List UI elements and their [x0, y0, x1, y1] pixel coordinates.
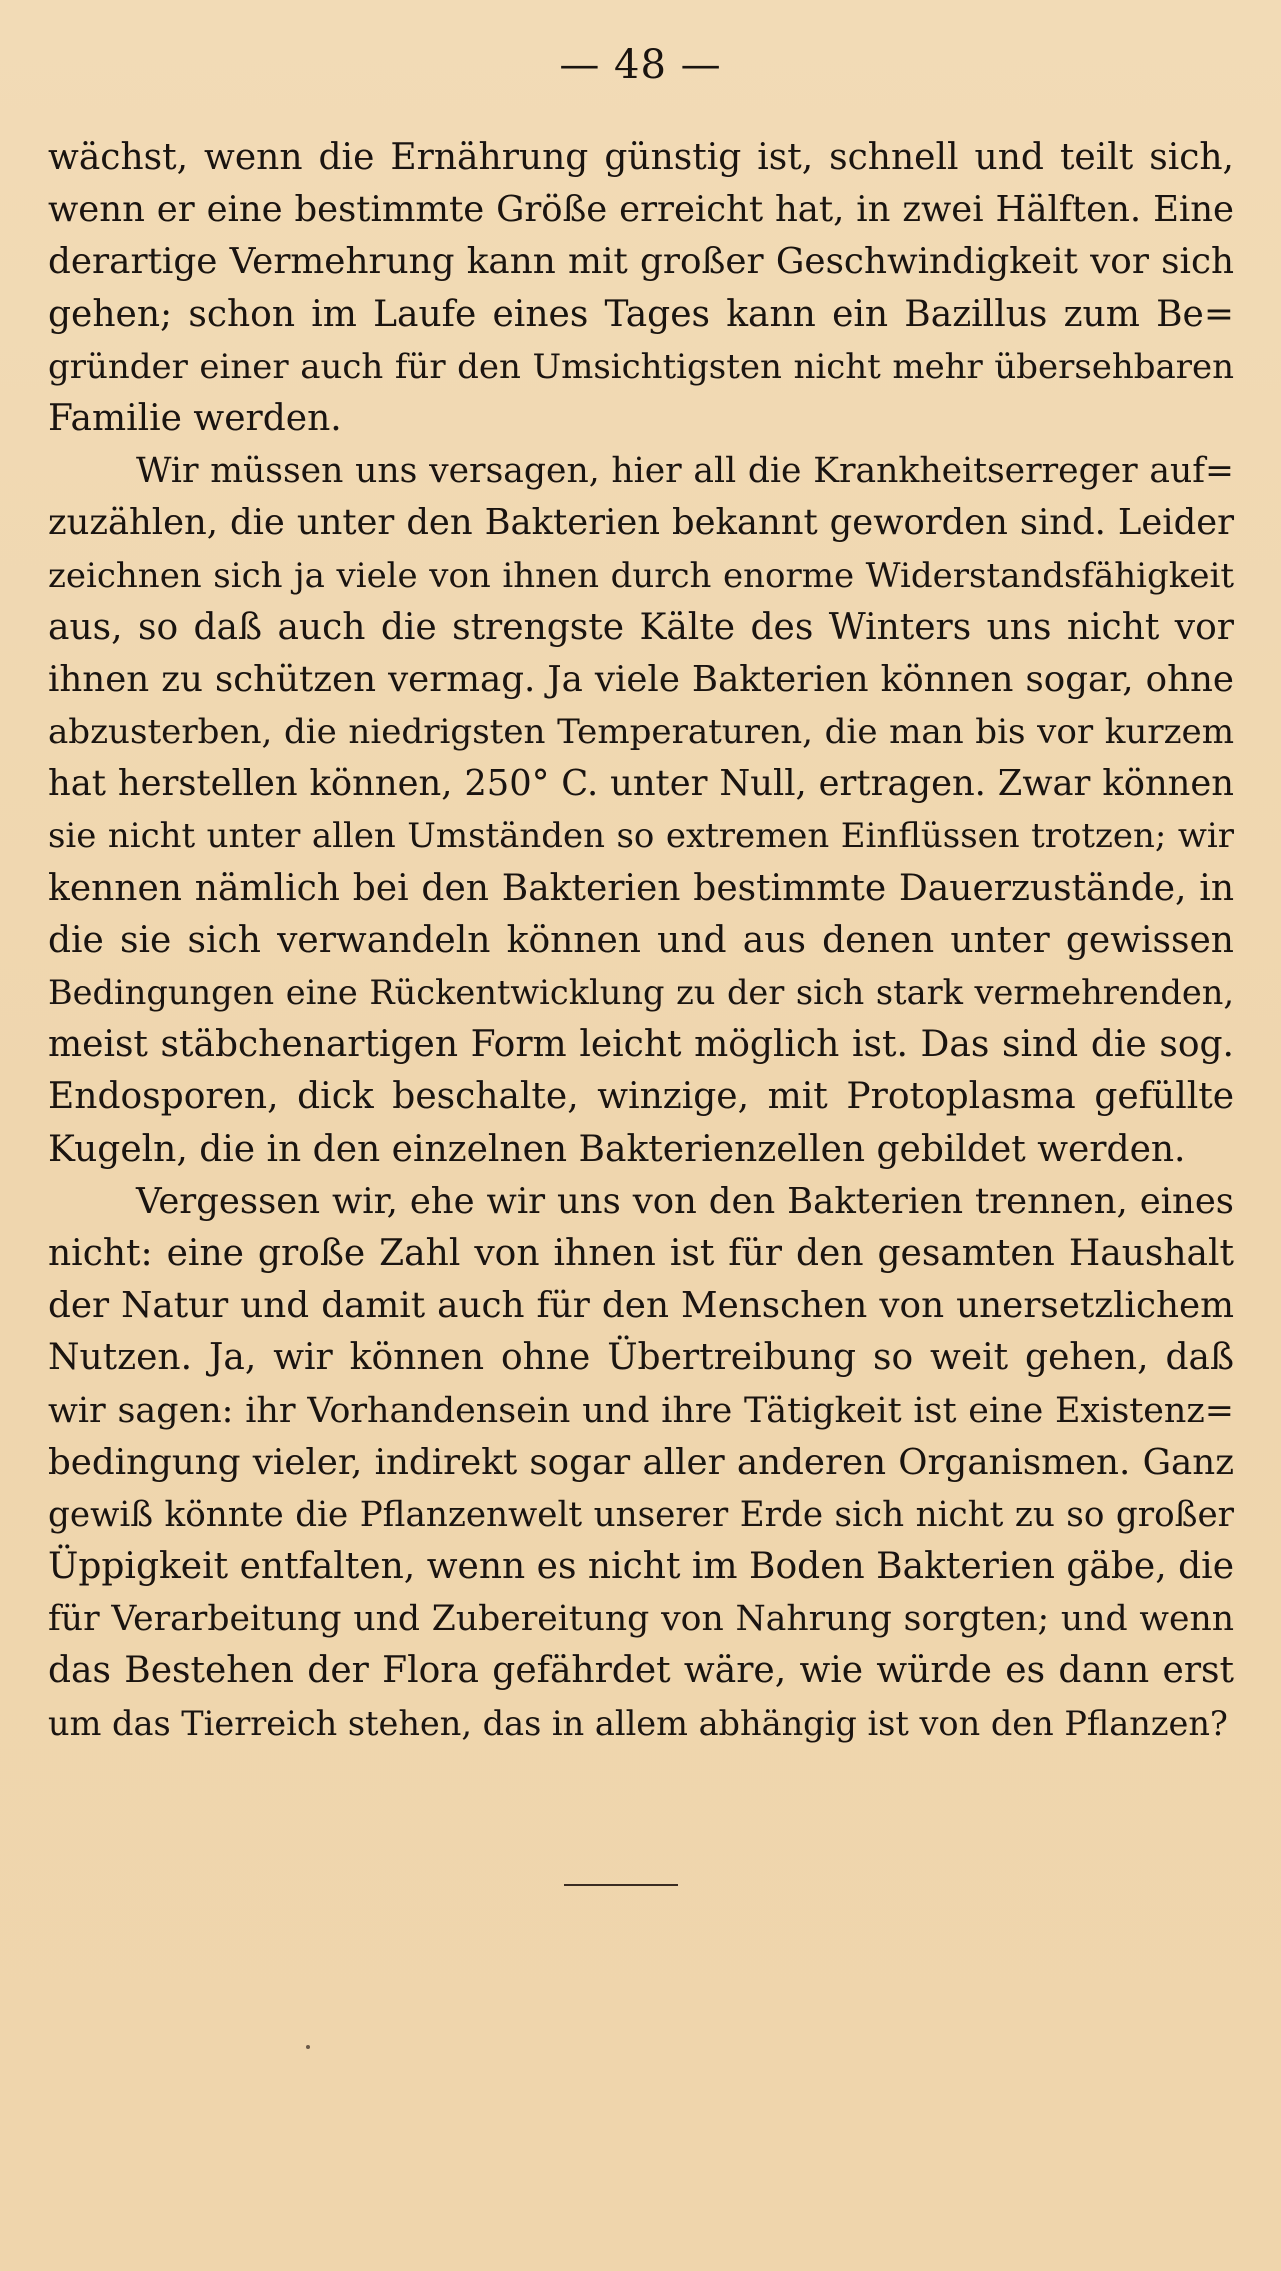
text-line: meist stäbchenartigen Form leicht möglich ist. Das sind die sog. [48, 1024, 1234, 1066]
text-line: derartige Vermehrung kann mit großer Geschwindigkeit vor sich [48, 241, 1234, 283]
text-line: Familie werden. [48, 397, 342, 439]
text-line: um das Tierreich stehen, das in allem abhängig ist von den Pflanzen? [48, 1703, 1228, 1743]
text-line: wir sagen: ihr Vorhandensein und ihre Tätigkeit ist eine Existenz= [48, 1390, 1234, 1431]
paper-speck [306, 2045, 310, 2049]
text-line: gehen; schon im Laufe eines Tages kann ein Bazillus zum Be= [48, 293, 1234, 335]
text-line: für Verarbeitung und Zubereitung von Nahrung sorgten; und wenn [48, 1599, 1234, 1640]
text-line: Nutzen. Ja, wir können ohne Übertreibung so weit gehen, daß [48, 1337, 1234, 1379]
text-line: wenn er eine bestimmte Größe erreicht hat, in zwei Hälften. Eine [48, 189, 1234, 231]
text-line: bedingung vieler, indirekt sogar aller anderen Organismen. Ganz [48, 1441, 1234, 1483]
text-line: Kugeln, die in den einzelnen Bakterienzellen gebildet werden. [48, 1128, 1186, 1170]
body-text [48, 132, 1234, 1750]
text-line: Vergessen wir, ehe wir uns von den Bakterien trennen, eines [136, 1180, 1234, 1222]
text-line: abzusterben, die niedrigsten Temperaturen, die man bis vor kurzem [48, 712, 1234, 753]
text-line: das Bestehen der Flora gefährdet wäre, wie würde es dann erst [48, 1650, 1234, 1692]
text-line: sie nicht unter allen Umständen so extremen Einflüssen trotzen; wir [48, 816, 1234, 857]
text-line: Wir müssen uns versagen, hier all die Krankheitserreger auf= [136, 451, 1234, 492]
text-line: kennen nämlich bei den Bakterien bestimmte Dauerzustände, in [48, 867, 1234, 909]
text-line: zuzählen, die unter den Bakterien bekannt geworden sind. Leider [48, 502, 1234, 544]
text-line: aus, so daß auch die strengste Kälte des Winters uns nicht vor [48, 606, 1234, 648]
text-line: zeichnen sich ja viele von ihnen durch enorme Widerstandsfähigkeit [48, 555, 1234, 596]
text-line: nicht: eine große Zahl von ihnen ist für den gesamten Haushalt [48, 1232, 1234, 1274]
text-line: ihnen zu schützen vermag. Ja viele Bakterien können sogar, ohne [48, 658, 1234, 700]
text-line: der Natur und damit auch für den Menschen von unersetzlichem [48, 1285, 1234, 1327]
text-line: die sie sich verwandeln können und aus denen unter gewissen [48, 919, 1234, 961]
text-line: hat herstellen können, 250° C. unter Null, ertragen. Zwar können [48, 763, 1234, 805]
text-line: Üppigkeit entfalten, wenn es nicht im Boden Bakterien gäbe, die [48, 1546, 1234, 1588]
text-line: Endosporen, dick beschalte, winzige, mit Protoplasma gefüllte [48, 1076, 1234, 1118]
text-line: Bedingungen eine Rückentwicklung zu der sich stark vermehrenden, [48, 973, 1234, 1012]
page-number: — 48 — [559, 42, 722, 88]
section-end-rule [564, 1884, 678, 1886]
text-line: wächst, wenn die Ernährung günstig ist, schnell und teilt sich, [48, 137, 1234, 178]
text-line: gewiß könnte die Pflanzenwelt unserer Erde sich nicht zu so großer [48, 1494, 1234, 1535]
text-line: gründer einer auch für den Umsichtigsten nicht mehr übersehbaren [48, 346, 1234, 387]
